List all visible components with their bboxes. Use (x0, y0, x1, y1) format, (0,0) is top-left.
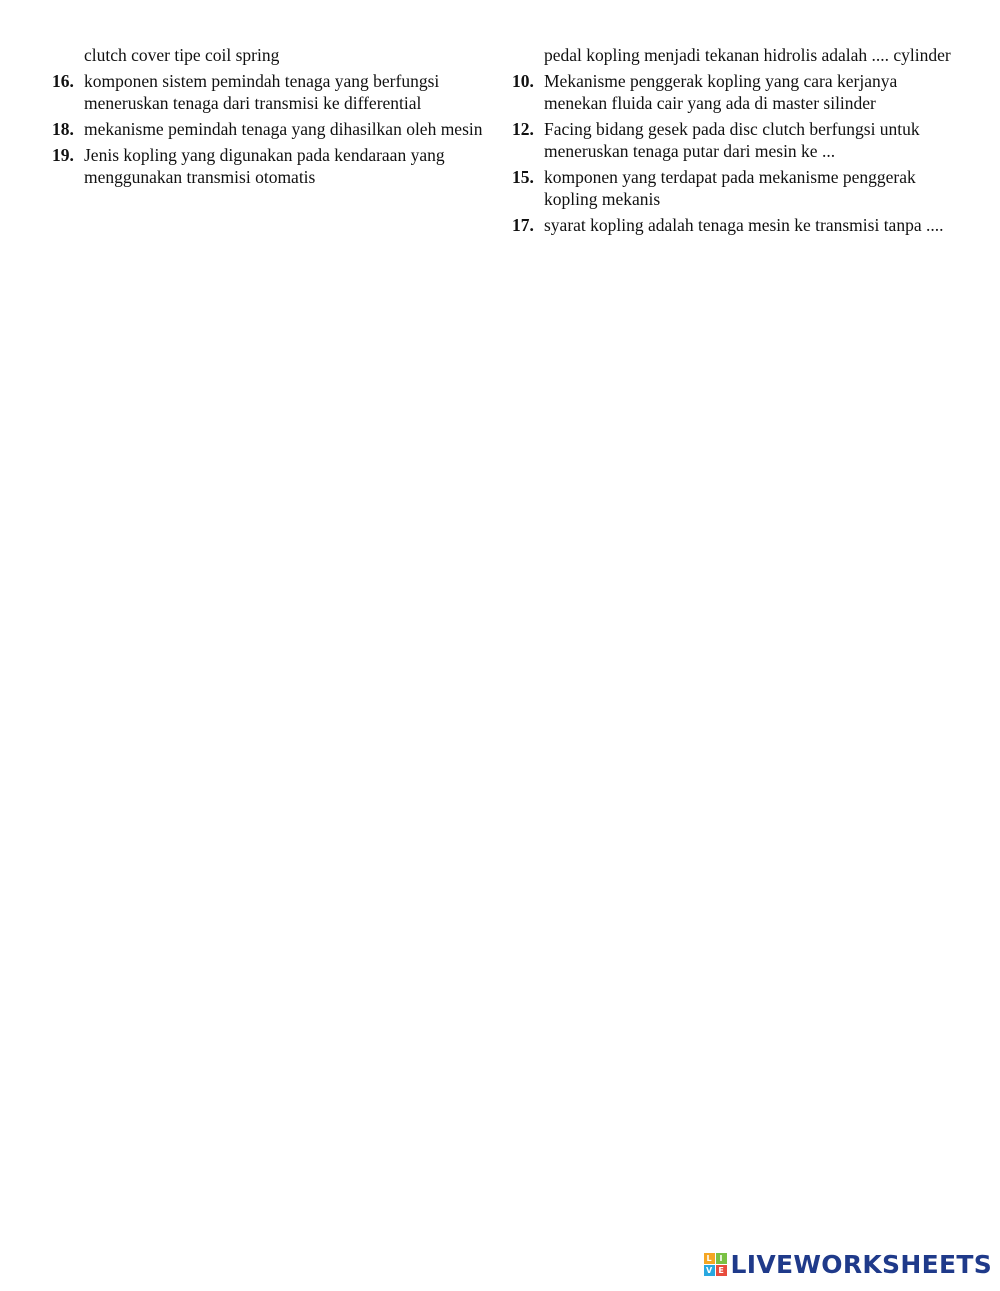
clue-text: komponen sistem pemindah tenaga yang berfungsi meneruskan tenaga dari transmisi ke differential (84, 71, 440, 113)
right-continuation-text: pedal kopling menjadi tekanan hidrolis adalah .... cylinder (544, 45, 951, 65)
clue-text: mekanisme pemindah tenaga yang dihasilkan oleh mesin (84, 119, 483, 139)
liveworksheets-logo-icon (704, 1253, 727, 1276)
liveworksheets-brand (704, 1252, 992, 1277)
left-continuation-text: clutch cover tipe coil spring (84, 45, 280, 65)
logo-letter: E (716, 1265, 727, 1276)
clue-text: syarat kopling adalah tenaga mesin ke transmisi tanpa .... (544, 215, 944, 235)
right-column (512, 44, 952, 240)
logo-letter: V (704, 1265, 715, 1276)
logo-letter: I (716, 1253, 727, 1264)
clue-number: 10. (512, 71, 534, 91)
clue-number: 18. (52, 119, 74, 139)
logo-letter: L (704, 1253, 715, 1264)
clue-item (52, 70, 492, 114)
clue-text: komponen yang terdapat pada mekanisme penggerak kopling mekanis (544, 167, 916, 209)
clue-number: 15. (512, 167, 534, 187)
clue-item (52, 144, 492, 188)
clue-item (512, 166, 952, 210)
clue-number: 12. (512, 119, 534, 139)
clue-number: 17. (512, 215, 534, 235)
clue-item (52, 118, 492, 140)
clue-item (512, 214, 952, 236)
clue-text: Mekanisme penggerak kopling yang cara kerjanya menekan fluida cair yang ada di master silinder (544, 71, 898, 113)
clue-text: Facing bidang gesek pada disc clutch berfungsi untuk meneruskan tenaga putar dari mesin ke ... (544, 119, 920, 161)
clue-number: 16. (52, 71, 74, 91)
clue-item (512, 118, 952, 162)
left-column (52, 44, 492, 192)
clue-text: Jenis kopling yang digunakan pada kendaraan yang menggunakan transmisi otomatis (84, 145, 445, 187)
liveworksheets-wordmark: LIVEWORKSHEETS (730, 1250, 992, 1279)
clue-item (512, 70, 952, 114)
clue-number: 19. (52, 145, 74, 165)
